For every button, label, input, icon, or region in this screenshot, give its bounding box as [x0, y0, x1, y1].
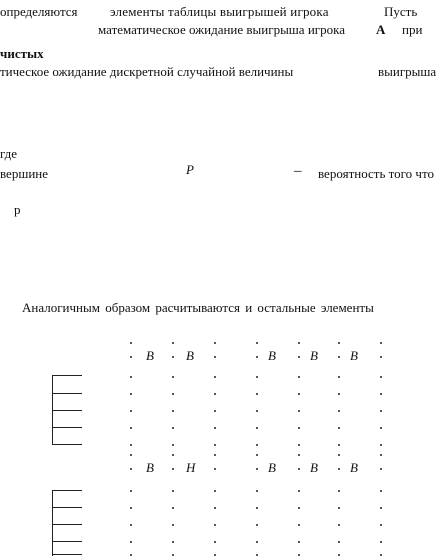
matrix1-dot-r1-c2 — [214, 356, 216, 358]
text-line-4: тическое ожидание дискретной случайной величины — [0, 64, 294, 79]
matrix2-bracket — [52, 490, 53, 556]
matrix2-dot-r3-c3 — [256, 507, 258, 509]
matrix1-dot-r0-c5 — [338, 342, 340, 344]
matrix1-dot-r2-c0 — [130, 376, 132, 378]
matrix2-dot-r3-c2 — [214, 507, 216, 509]
matrix1-dot-r5-c2 — [214, 427, 216, 429]
matrix1-rowline-3 — [52, 410, 82, 411]
matrix1-dot-r4-c4 — [298, 410, 300, 412]
matrix2-dot-r1-c1 — [172, 468, 174, 470]
matrix1-dot-r3-c5 — [338, 393, 340, 395]
matrix1-dot-r2-c3 — [256, 376, 258, 378]
matrix2-dot-r4-c3 — [256, 524, 258, 526]
matrix1-dot-r6-c6 — [380, 444, 382, 446]
matrix1-dot-r4-c6 — [380, 410, 382, 412]
matrix2-header-b-5: B — [350, 460, 358, 475]
matrix1-dot-r6-c1 — [172, 444, 174, 446]
matrix2-dot-r2-c3 — [256, 490, 258, 492]
text-line-1-mid: элементы таблицы выигрышей игрока — [110, 4, 329, 19]
matrix1-dot-r3-c1 — [172, 393, 174, 395]
matrix1-rowline-5 — [52, 444, 82, 445]
text-line-3: чистых — [0, 46, 44, 61]
matrix2-dot-r3-c4 — [298, 507, 300, 509]
matrix1-dot-r0-c1 — [172, 342, 174, 344]
matrix1-rowline-4 — [52, 427, 82, 428]
matrix1-rowline-2 — [52, 393, 82, 394]
matrix1-dot-r6-c0 — [130, 444, 132, 446]
matrix1-dot-r6-c3 — [256, 444, 258, 446]
matrix2-dot-r4-c1 — [172, 524, 174, 526]
matrix2-dot-r2-c5 — [338, 490, 340, 492]
matrix2-dot-r4-c2 — [214, 524, 216, 526]
matrix2-rowline-1 — [52, 490, 82, 491]
matrix-header-b-5: B — [350, 348, 358, 363]
matrix1-dot-r4-c1 — [172, 410, 174, 412]
text-line-7: p — [14, 202, 21, 217]
matrix1-dot-r2-c2 — [214, 376, 216, 378]
matrix1-dot-r6-c4 — [298, 444, 300, 446]
matrix1-dot-r1-c6 — [380, 356, 382, 358]
matrix2-dot-r0-c0 — [130, 454, 132, 456]
matrix1-dot-r1-c3 — [256, 356, 258, 358]
matrix1-dot-r3-c6 — [380, 393, 382, 395]
matrix1-dot-r1-c4 — [298, 356, 300, 358]
matrix2-dot-r4-c4 — [298, 524, 300, 526]
matrix2-header-h-2: Н — [186, 460, 196, 475]
matrix1-dot-r6-c2 — [214, 444, 216, 446]
matrix-header-b-3: B — [268, 348, 276, 363]
matrix-header-b-1: B — [146, 348, 154, 363]
text-line-6-p: P — [186, 162, 194, 177]
text-line-2: математическое ожидание выигрыша игрока — [98, 22, 346, 37]
matrix1-dot-r2-c6 — [380, 376, 382, 378]
matrix2-dot-r0-c1 — [172, 454, 174, 456]
matrix2-dot-r3-c6 — [380, 507, 382, 509]
matrix1-dot-r1-c5 — [338, 356, 340, 358]
matrix2-rowline-4 — [52, 541, 82, 542]
matrix2-header-b-4: B — [310, 460, 318, 475]
matrix2-dot-r2-c1 — [172, 490, 174, 492]
matrix1-dot-r1-c1 — [172, 356, 174, 358]
matrix1-dot-r5-c0 — [130, 427, 132, 429]
matrix1-dot-r2-c1 — [172, 376, 174, 378]
matrix2-dot-r1-c2 — [214, 468, 216, 470]
matrix2-rowline-5 — [52, 554, 82, 555]
matrix1-dot-r4-c5 — [338, 410, 340, 412]
matrix2-dot-r0-c6 — [380, 454, 382, 456]
matrix1-dot-r2-c4 — [298, 376, 300, 378]
matrix1-dot-r5-c4 — [298, 427, 300, 429]
text-line-5: где — [0, 146, 18, 161]
text-line-6-right: вероятность того что — [318, 166, 434, 181]
matrix2-dot-r2-c2 — [214, 490, 216, 492]
matrix1-dot-r0-c4 — [298, 342, 300, 344]
matrix1-dot-r4-c2 — [214, 410, 216, 412]
matrix1-dot-r2-c5 — [338, 376, 340, 378]
matrix1-dot-r3-c3 — [256, 393, 258, 395]
matrix2-dot-r1-c0 — [130, 468, 132, 470]
matrix1-dot-r3-c4 — [298, 393, 300, 395]
matrix1-dot-r0-c3 — [256, 342, 258, 344]
matrix2-header-b-1: B — [146, 460, 154, 475]
matrix1-dot-r1-c0 — [130, 356, 132, 358]
text-line-1-left: определяются — [0, 4, 78, 19]
matrix2-dot-r5-c3 — [256, 541, 258, 543]
matrix1-dot-r3-c0 — [130, 393, 132, 395]
matrix1-dot-r0-c2 — [214, 342, 216, 344]
matrix2-dot-r5-c1 — [172, 541, 174, 543]
matrix1-dot-r0-c6 — [380, 342, 382, 344]
matrix2-dot-r4-c5 — [338, 524, 340, 526]
matrix2-dot-r5-c6 — [380, 541, 382, 543]
matrix2-rowline-3 — [52, 524, 82, 525]
matrix2-dot-r5-c5 — [338, 541, 340, 543]
text-line-6-dash: – — [294, 163, 302, 179]
matrix2-dot-r2-c6 — [380, 490, 382, 492]
matrix2-rowline-2 — [52, 507, 82, 508]
matrix2-dot-r0-c4 — [298, 454, 300, 456]
matrix2-dot-r4-c0 — [130, 524, 132, 526]
matrix2-dot-r4-c6 — [380, 524, 382, 526]
matrix1-dot-r4-c0 — [130, 410, 132, 412]
text-line-4-end: выигрыша — [378, 64, 436, 79]
matrix-figure — [0, 330, 430, 556]
matrix2-dot-r2-c0 — [130, 490, 132, 492]
matrix2-dot-r3-c1 — [172, 507, 174, 509]
matrix1-dot-r0-c0 — [130, 342, 132, 344]
text-line-6-left: вершине — [0, 166, 49, 181]
matrix2-dot-r0-c5 — [338, 454, 340, 456]
text-line-2-bold: А — [376, 22, 386, 37]
matrix1-rowline-1 — [52, 375, 82, 376]
matrix1-dot-r5-c3 — [256, 427, 258, 429]
matrix1-dot-r5-c1 — [172, 427, 174, 429]
matrix2-dot-r5-c0 — [130, 541, 132, 543]
matrix2-header-b-3: B — [268, 460, 276, 475]
text-line-8: Аналогичным образом расчитываются и остальные элементы — [22, 300, 374, 315]
matrix2-dot-r1-c4 — [298, 468, 300, 470]
matrix2-dot-r2-c4 — [298, 490, 300, 492]
matrix2-dot-r0-c3 — [256, 454, 258, 456]
matrix1-dot-r5-c6 — [380, 427, 382, 429]
text-line-2-end: при — [402, 22, 423, 37]
matrix1-dot-r5-c5 — [338, 427, 340, 429]
matrix2-dot-r1-c6 — [380, 468, 382, 470]
text-line-1-right: Пусть — [384, 4, 418, 19]
matrix1-dot-r4-c3 — [256, 410, 258, 412]
matrix1-dot-r6-c5 — [338, 444, 340, 446]
matrix-header-b-2: B — [186, 348, 194, 363]
matrix2-dot-r1-c5 — [338, 468, 340, 470]
matrix2-dot-r3-c0 — [130, 507, 132, 509]
matrix1-dot-r3-c2 — [214, 393, 216, 395]
matrix2-dot-r0-c2 — [214, 454, 216, 456]
matrix2-dot-r1-c3 — [256, 468, 258, 470]
matrix-header-b-4: B — [310, 348, 318, 363]
matrix2-dot-r5-c4 — [298, 541, 300, 543]
matrix2-dot-r5-c2 — [214, 541, 216, 543]
matrix2-dot-r3-c5 — [338, 507, 340, 509]
